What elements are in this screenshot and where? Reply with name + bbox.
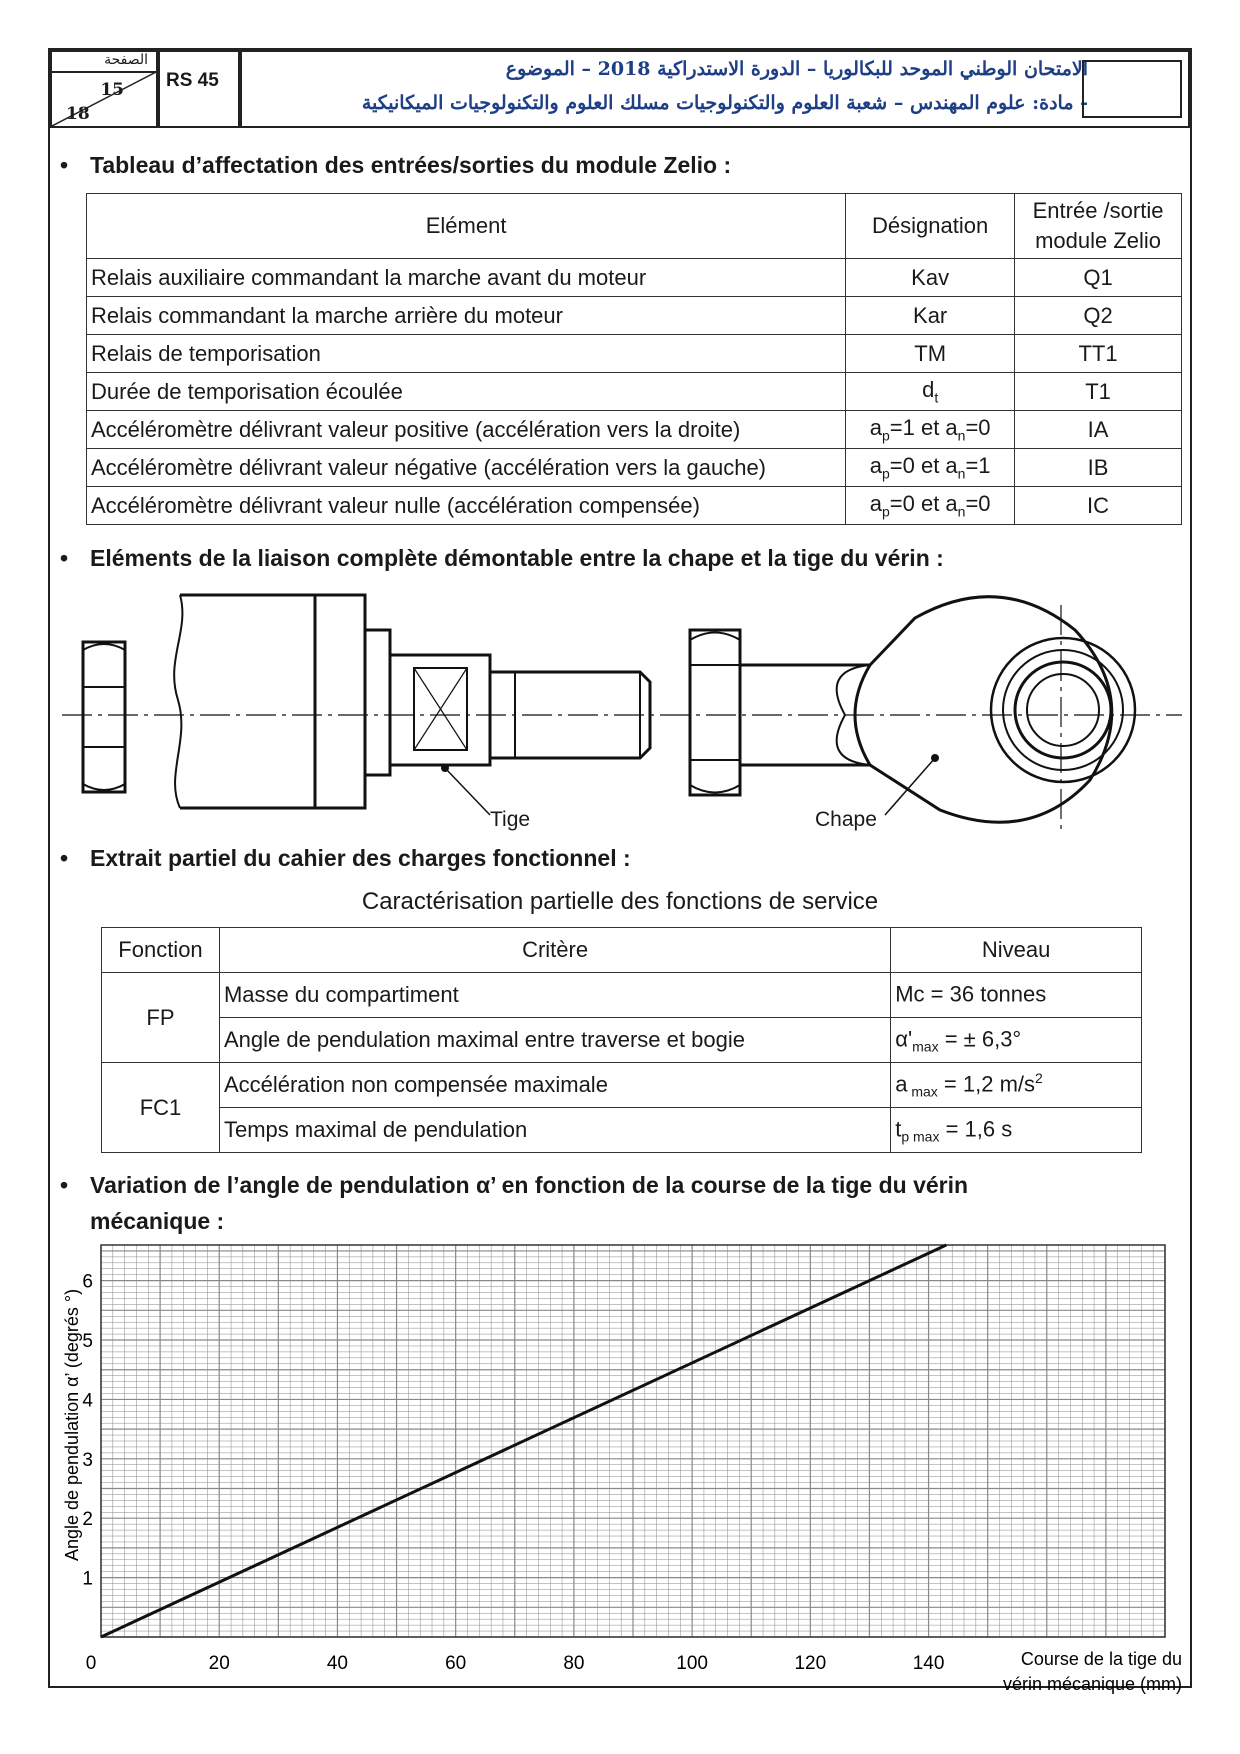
header-niveau: Niveau [891, 928, 1142, 973]
x-axis-label-line2: vérin mécanique (mm) [1002, 1674, 1182, 1694]
designation-cell: Kav [846, 259, 1015, 297]
table-header-row [102, 928, 1142, 973]
table-row [102, 973, 1142, 1018]
element-cell: Accéléromètre délivrant valeur négative (accélération vers la gauche) [87, 449, 846, 487]
cylinder-body-drawing [174, 595, 650, 808]
io-cell: TT1 [1015, 335, 1182, 373]
io-cell: Q2 [1015, 297, 1182, 335]
table-row [87, 335, 1182, 373]
tige-label: Tige [490, 808, 531, 831]
designation-cell: TM [846, 335, 1015, 373]
chape-leader [885, 758, 935, 815]
element-cell: Accéléromètre délivrant valeur positive (accélération vers la droite) [87, 411, 846, 449]
niveau-cell: a $_{max}$ = 1,2 $m/s^2$ [891, 1063, 1142, 1108]
element-cell: Relais commandant la marche arrière du moteur [87, 297, 846, 335]
x-tick-label: 100 [676, 1653, 708, 1674]
designation-cell: $a_p=1$ et $a_n=0$ [846, 411, 1015, 449]
table-row [102, 1108, 1142, 1153]
y-tick-label: 5 [82, 1331, 93, 1353]
page-total: 18 [66, 104, 90, 124]
io-cell: Q1 [1015, 259, 1182, 297]
niveau-cell: $t_{p max} = 1,6$ s [891, 1108, 1142, 1153]
critere-cell: Accélération non compensée maximale [219, 1063, 890, 1108]
table-row [87, 297, 1182, 335]
element-cell: Accéléromètre délivrant valeur nulle (accélération compensée) [87, 487, 846, 525]
section-liaison-heading [60, 545, 944, 572]
exam-code-box [158, 50, 240, 128]
section-chart-title: Variation de l’angle de pendulation α’ en fonction de la course de la tige du vérin [90, 1172, 969, 1198]
header-designation: Désignation [846, 194, 1015, 259]
table-row [87, 411, 1182, 449]
io-cell: IC [1015, 487, 1182, 525]
y-tick-label: 6 [82, 1271, 93, 1293]
header-critere: Critère [219, 928, 890, 973]
left-nut-drawing [83, 642, 125, 792]
x-axis-label-line1: Course de la tige du [1020, 1649, 1182, 1669]
designation-cell: $d_t$ [846, 373, 1015, 411]
cdcf-caption: Caractérisation partielle des fonctions de service [361, 888, 879, 915]
y-tick-label: 4 [82, 1390, 93, 1412]
y-tick-label: 2 [82, 1509, 93, 1531]
table-row [87, 373, 1182, 411]
table-row [102, 1018, 1142, 1063]
x-tick-label: 20 [208, 1653, 230, 1674]
io-cell: IB [1015, 449, 1182, 487]
chape-drawing [740, 597, 1135, 823]
y-axis-label: Angle de pendulation α’ (degrés °) [62, 1288, 82, 1562]
section-chart-title-line2: mécanique : [90, 1208, 225, 1234]
io-cell: IA [1015, 411, 1182, 449]
table-row [87, 487, 1182, 525]
exam-title-box [240, 50, 1190, 128]
element-cell: Relais auxiliaire commandant la marche avant du moteur [87, 259, 846, 297]
page-number-box [50, 50, 158, 128]
section-io-title: Tableau d’affectation des entrées/sorties du module Zelio : [90, 152, 732, 178]
io-assignment-table [86, 193, 1182, 525]
niveau-cell: Mc = 36 tonnes [891, 973, 1142, 1018]
page-number: 15 [100, 80, 124, 100]
table-row [87, 449, 1182, 487]
section-cdcf-heading [60, 845, 631, 872]
header-io: Entrée /sortie module Zelio [1015, 194, 1182, 259]
fonction-cell: FC1 [102, 1063, 220, 1153]
section-liaison-title: Eléments de la liaison complète démontable entre la chape et la tige du vérin : [90, 545, 944, 571]
element-cell: Relais de temporisation [87, 335, 846, 373]
section-cdcf-title: Extrait partiel du cahier des charges fonctionnel : [90, 845, 631, 871]
exam-title-line1: الامتحان الوطني الموحد للبكالوريا – الدورة الاستدراكية 2018 – الموضوع [505, 58, 1088, 80]
chape-label: Chape [815, 808, 877, 831]
critere-cell: Angle de pendulation maximal entre traverse et bogie [219, 1018, 890, 1063]
y-tick-label: 3 [82, 1449, 93, 1471]
element-cell: Durée de temporisation écoulée [87, 373, 846, 411]
niveau-cell: $\alpha'_{max}$ = ± 6,3° [891, 1018, 1142, 1063]
x-tick-label: 140 [912, 1653, 945, 1674]
bullet-icon: • [60, 545, 69, 571]
x-tick-label: 40 [326, 1653, 349, 1674]
fonction-cell: FP [102, 973, 220, 1063]
service-functions-table [101, 927, 1142, 1153]
designation-cell: $a_p=0$ et $a_n=0$ [846, 487, 1015, 525]
candidate-code-box [1082, 60, 1182, 118]
bullet-icon: • [60, 1172, 69, 1198]
designation-cell: Kar [846, 297, 1015, 335]
io-cell: T1 [1015, 373, 1182, 411]
table-row [102, 1063, 1142, 1108]
bullet-icon: • [60, 845, 69, 871]
x-tick-label: 60 [445, 1653, 467, 1674]
exam-title-line2: - مادة: علوم المهندس – شعبة العلوم والتكنولوجيات مسلك العلوم والتكنولوجيات الميكانيكية [361, 92, 1088, 114]
right-nut-drawing [690, 630, 740, 795]
exam-code: RS 45 [166, 70, 219, 91]
page-label: الصفحة [104, 52, 148, 68]
table-row [87, 259, 1182, 297]
critere-cell: Masse du compartiment [219, 973, 890, 1018]
header-element: Elément [87, 194, 846, 259]
tige-leader [445, 768, 490, 815]
header-fonction: Fonction [102, 928, 220, 973]
critere-cell: Temps maximal de pendulation [219, 1108, 890, 1153]
designation-cell: $a_p=0$ et $a_n=1$ [846, 449, 1015, 487]
section-chart-heading [60, 1172, 968, 1199]
section-io-heading [60, 152, 731, 179]
x-tick-label: 120 [794, 1653, 827, 1674]
liaison-drawing [0, 590, 1240, 845]
x-tick-label: 0 [85, 1653, 97, 1674]
x-tick-label: 80 [563, 1653, 585, 1674]
bullet-icon: • [60, 152, 69, 178]
table-header-row [87, 194, 1182, 259]
y-tick-label: 1 [82, 1568, 93, 1590]
